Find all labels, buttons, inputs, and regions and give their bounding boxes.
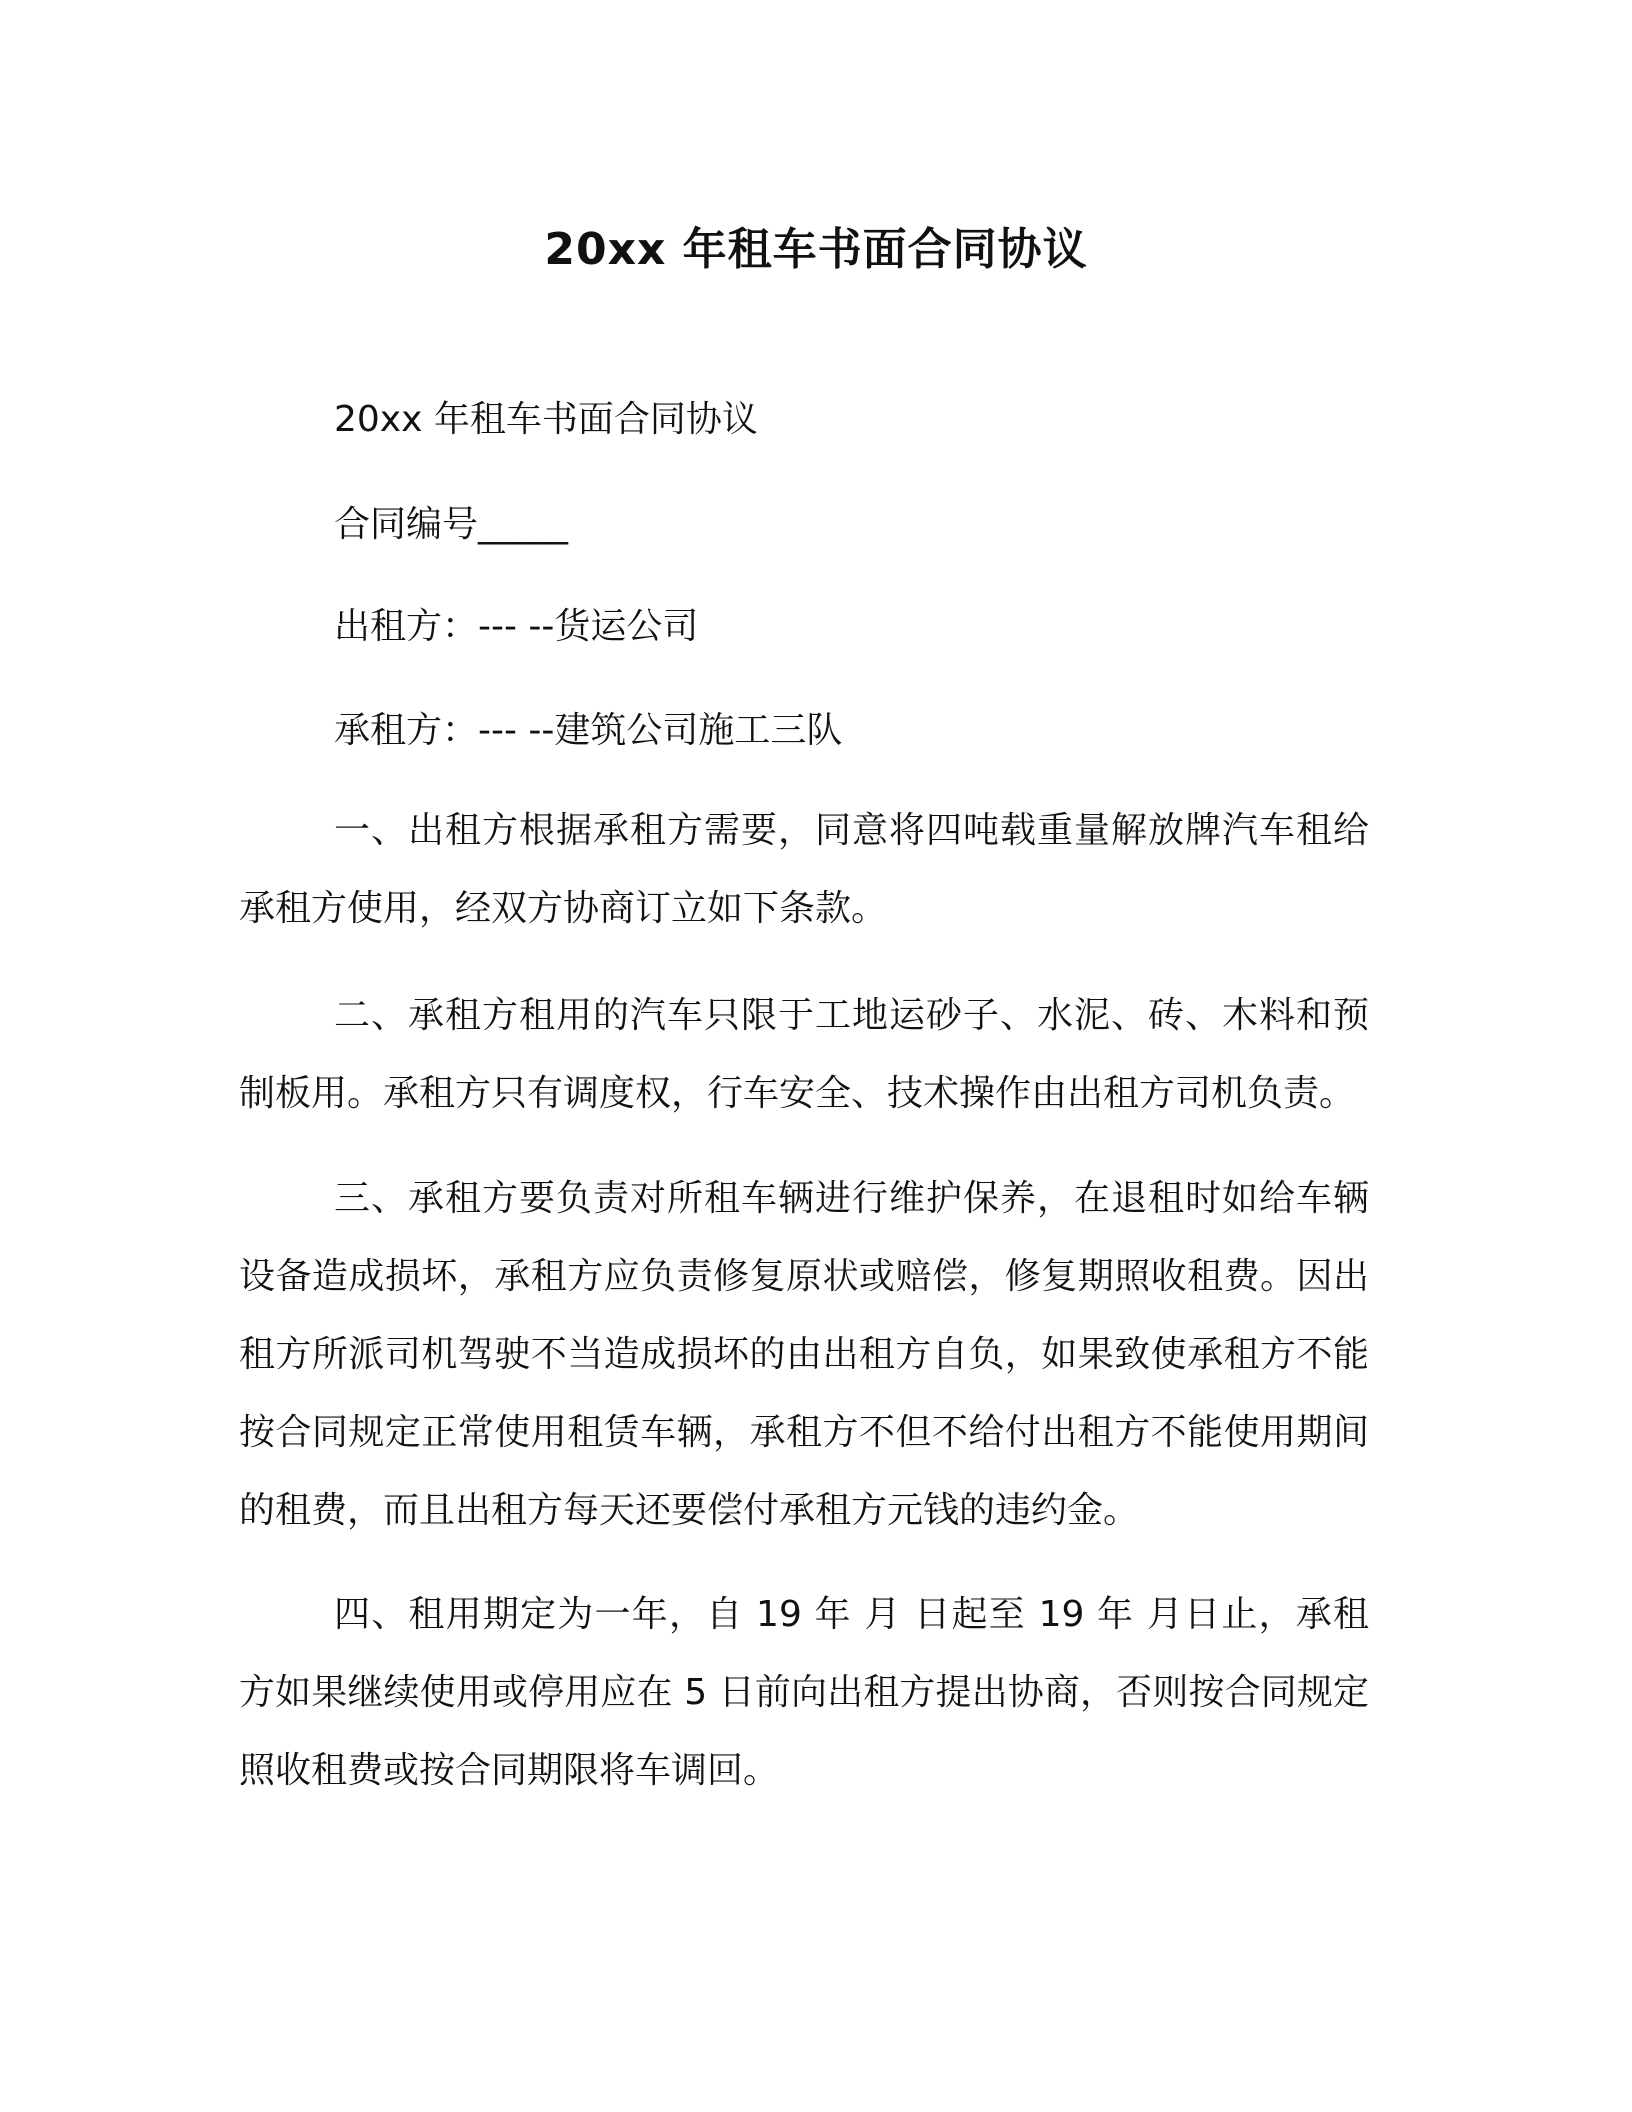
lessor-line: 出租方：--- --货运公司: [334, 606, 699, 647]
document-title: 20xx 年租车书面合同协议: [544, 224, 1088, 275]
clause-2: 二、承租方租用的汽车只限于工地运砂子、水泥、砖、木料和预制板用。承租方只有调度权，行车安全、技术操作由出租方司机负责。: [239, 995, 1369, 1114]
contract-number: 合同编号_____: [334, 504, 569, 545]
clause-3: 三、承租方要负责对所租车辆进行维护保养，在退租时如给车辆设备造成损坏，承租方应负责修复原状或赔偿，修复期照收租费。因出租方所派司机驾驶不当造成损坏的由出租方自负，如果致使承租方不能按合同规定正常使用租赁车辆，承租方不但不给付出租方不能使用期间的租费，而且出租方每天还要偿付承租方元钱的违约金。: [239, 1178, 1369, 1531]
document-subtitle: 20xx 年租车书面合同协议: [334, 399, 758, 440]
clause-1: 一、出租方根据承租方需要，同意将四吨载重量解放牌汽车租给承租方使用，经双方协商订立如下条款。: [239, 810, 1369, 929]
lessee-line: 承租方：--- --建筑公司施工三队: [334, 710, 843, 751]
clause-4: 四、租用期定为一年，自 19 年 月 日起至 19 年 月日止，承租方如果继续使用或停用应在 5 日前向出租方提出协商，否则按合同规定照收租费或按合同期限将车调回。: [239, 1594, 1369, 1791]
